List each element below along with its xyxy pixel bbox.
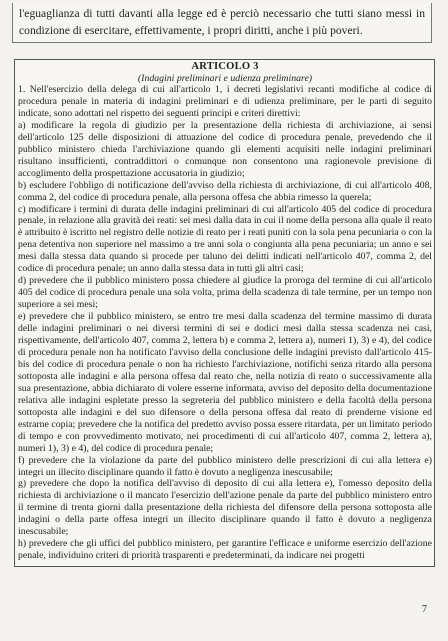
paragraph-letter-h: h) prevedere che gli uffici del pubblico ministero, per garantire l'efficace e uniforme esercizio dell'azione penale, individuino criteri di priorità trasparenti e predeterminati, da indicare nei progetti bbox=[18, 538, 432, 562]
paragraph-letter-a: a) modificare la regola di giudizio per la presentazione della richiesta di archiviazione, ai sensi dell'articolo 125 delle disposizioni di attuazione del codice di procedura penale, prevedendo che il pubblico ministero chieda l'archiviazione quando gli elementi acquisiti nelle indagini preliminari risultano insufficienti, contraddittori o comunque non consentono una ragionevole previsione di accoglimento della prospettazione accusatoria in giudizio; bbox=[18, 119, 432, 179]
article-body bbox=[18, 84, 432, 562]
article-box bbox=[14, 59, 435, 567]
paragraph-letter-d: d) prevedere che il pubblico ministero possa chiedere al giudice la proroga del termine di cui all'articolo 405 del codice di procedura penale una sola volta, prima della scadenza di tale termine, per un tempo non superiore a sei mesi; bbox=[18, 275, 432, 311]
paragraph-letter-e: e) prevedere che il pubblico ministero, se entro tre mesi dalla scadenza del termine massimo di durata delle indagini preliminari o nei diversi termini di sei e dodici mesi dalla stessa scadenza nei casi, rispettivamente, dell'articolo 407, comma 2, lettera b) e comma 2, lettera a), numeri 1), 3) e 4), del codice di procedura penale non ha notificato l'avviso della conclusione delle indagini previsto dall'articolo 415-bis del codice di procedura penale o non ha richiesto l'archiviazione, notifichi senza ritardo alla persona sottoposta alle indagini e alla persona offesa dal reato che, nella notizia di reato o successivamente alla sua presentazione, abbia dichiarato di volere esserne informata, avviso del deposito della documentazione relativa alle indagini espletate presso la segreteria del pubblico ministero e della facoltà della persona sottoposta alle indagini e del suo difensore o della persona offesa dal reato di prenderne visione ed estrarne copia; prevedere che la notifica del predetto avviso possa essere ritardata, per un limitato periodo di tempo e con provvedimento motivato, nei procedimenti di cui all'articolo 407, comma 2, lettera a), numeri 1), 3) e 4), del codice di procedura penale; bbox=[18, 311, 432, 454]
article-subtitle: (Indagini preliminari e udienza preliminare) bbox=[137, 73, 313, 84]
intro-paragraph-box bbox=[12, 3, 432, 43]
page-number: 7 bbox=[422, 604, 427, 615]
paragraph-letter-f: f) prevedere che la violazione da parte del pubblico ministero delle prescrizioni di cui alla lettera e) integri un illecito disciplinare quando il fatto è dovuto a negligenza inescusabile; bbox=[18, 454, 432, 478]
intro-text: l'eguaglianza di tutti davanti alla legge ed è perciò necessario che tutti siano messi in condizione di esercitare, effettivamente, i propri diritti, anche i più poveri. bbox=[19, 7, 425, 37]
paragraph-letter-b: b) escludere l'obbligo di notificazione dell'avviso della richiesta di archiviazione, di cui all'articolo 408, comma 2, del codice di procedura penale, alla persona offesa che abbia rimesso la querela; bbox=[18, 179, 432, 203]
paragraph-comma-1: 1. Nell'esercizio della delega di cui all'articolo 1, i decreti legislativi recanti modifiche al codice di procedura penale in materia di indagini preliminari e di udienza preliminare, per le parti di seguito indicate, sono adottati nel rispetto dei seguenti principi e criteri direttivi: bbox=[18, 84, 432, 119]
paragraph-letter-g: g) prevedere che dopo la notifica dell'avviso di deposito di cui alla lettera e), l'omesso deposito della richiesta di archiviazione o il mancato l'esercizio dell'azione penale da parte del pubblico ministero entro il termine di trenta giorni dalla presentazione della richiesta del difensore della persona sottoposta alle indagini o della parte offesa integri un illecito disciplinare quando il fatto è dovuto a negligenza inescusabile; bbox=[18, 478, 432, 538]
paragraph-letter-c: c) modificare i termini di durata delle indagini preliminari di cui all'articolo 405 del codice di procedura penale, in relazione alla gravità dei reati: sei mesi dalla data in cui il nome della persona alla quale il reato è attribuito è iscritto nel registro delle notizie di reato per i reati puniti con la sola pena pecuniaria o con la pena detentiva non superiore nel massimo a tre anni sola o congiunta alla pena pecuniaria; un anno e sei mesi dalla stessa data quando si procede per taluno dei delitti indicati nell'articolo 407, comma 2, del codice di procedura penale; un anno dalla stessa data in tutti gli altri casi; bbox=[18, 203, 432, 275]
article-title: ARTICOLO 3 bbox=[191, 61, 259, 72]
